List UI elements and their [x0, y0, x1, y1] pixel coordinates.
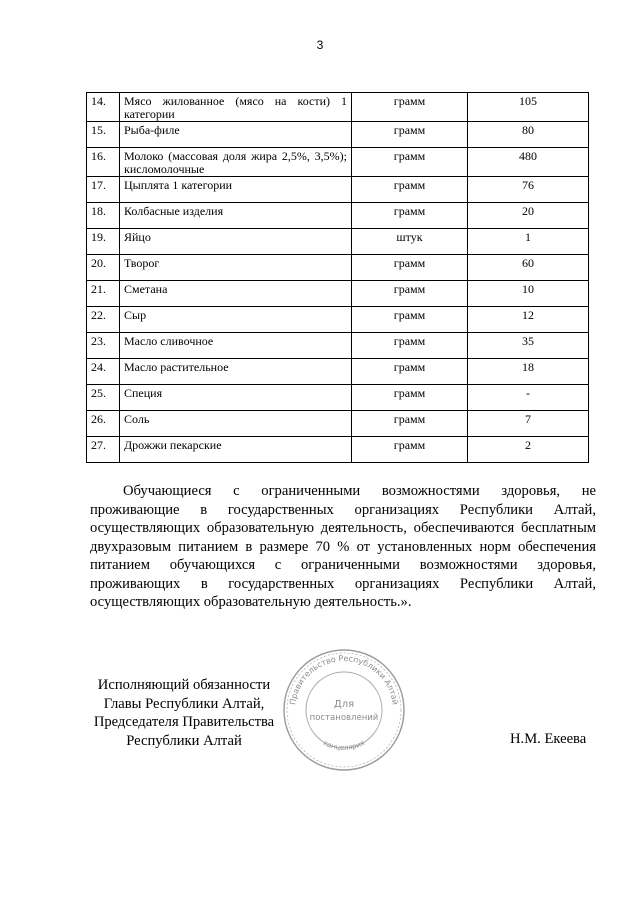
row-number: 27. — [87, 437, 120, 463]
row-quantity: - — [468, 385, 589, 411]
row-product-name: Творог — [120, 255, 352, 281]
row-quantity: 480 — [468, 148, 589, 177]
row-product-name: Сыр — [120, 307, 352, 333]
row-product-name: Цыплята 1 категории — [120, 177, 352, 203]
table-row — [87, 437, 589, 463]
row-product-name: Дрожжи пекарские — [120, 437, 352, 463]
row-unit: грамм — [352, 93, 468, 122]
row-unit: штук — [352, 229, 468, 255]
table-row — [87, 307, 589, 333]
table-row — [87, 122, 589, 148]
row-unit: грамм — [352, 411, 468, 437]
row-number: 25. — [87, 385, 120, 411]
signature-title-line-4: Республики Алтай — [126, 732, 242, 749]
row-product-name: Соль — [120, 411, 352, 437]
row-quantity: 18 — [468, 359, 589, 385]
row-unit: грамм — [352, 281, 468, 307]
table-row — [87, 93, 589, 122]
row-number: 14. — [87, 93, 120, 122]
row-product-name: Мясо жилованное (мясо на кости) 1 категории — [120, 93, 352, 122]
row-quantity: 2 — [468, 437, 589, 463]
table-row — [87, 229, 589, 255]
signature-title-line-1: Исполняющий обязанности — [97, 677, 271, 693]
row-product-name: Колбасные изделия — [120, 203, 352, 229]
row-quantity: 80 — [468, 122, 589, 148]
row-quantity: 35 — [468, 333, 589, 359]
row-number: 26. — [87, 411, 120, 437]
row-unit: грамм — [352, 385, 468, 411]
table-body — [87, 93, 589, 463]
row-product-name: Масло растительное — [120, 359, 352, 385]
table-row — [87, 148, 589, 177]
row-quantity: 7 — [468, 411, 589, 437]
svg-text:постановлений: постановлений — [309, 713, 379, 723]
row-unit: грамм — [352, 307, 468, 333]
row-number: 17. — [87, 177, 120, 203]
row-unit: грамм — [352, 255, 468, 281]
row-product-name: Масло сливочное — [120, 333, 352, 359]
row-number: 19. — [87, 229, 120, 255]
row-product-name: Яйцо — [120, 229, 352, 255]
row-quantity: 60 — [468, 255, 589, 281]
svg-text:канцелярия: канцелярия — [321, 738, 367, 752]
row-quantity: 20 — [468, 203, 589, 229]
row-quantity: 12 — [468, 307, 589, 333]
row-quantity: 76 — [468, 177, 589, 203]
row-unit: грамм — [352, 177, 468, 203]
row-unit: грамм — [352, 148, 468, 177]
row-product-name: Специя — [120, 385, 352, 411]
official-seal — [281, 647, 407, 773]
row-quantity: 1 — [468, 229, 589, 255]
row-product-name: Рыба-филе — [120, 122, 352, 148]
row-unit: грамм — [352, 359, 468, 385]
row-quantity: 105 — [468, 93, 589, 122]
signature-title-line-3: Председателя Правительства — [93, 714, 275, 730]
table-row — [87, 385, 589, 411]
row-number: 20. — [87, 255, 120, 281]
row-product-name: Сметана — [120, 281, 352, 307]
row-number: 21. — [87, 281, 120, 307]
row-unit: грамм — [352, 203, 468, 229]
row-unit: грамм — [352, 437, 468, 463]
page-number: 3 — [316, 38, 324, 52]
row-number: 18. — [87, 203, 120, 229]
table-row — [87, 255, 589, 281]
table-row — [87, 333, 589, 359]
table-row — [87, 177, 589, 203]
row-unit: грамм — [352, 333, 468, 359]
table-row — [87, 359, 589, 385]
row-unit: грамм — [352, 122, 468, 148]
row-number: 22. — [87, 307, 120, 333]
table-row — [87, 281, 589, 307]
row-number: 15. — [87, 122, 120, 148]
signature-title-line-2: Главы Республики Алтай, — [103, 695, 265, 712]
row-quantity: 10 — [468, 281, 589, 307]
food-norms-table — [86, 92, 589, 463]
row-number: 24. — [87, 359, 120, 385]
table-row — [87, 203, 589, 229]
svg-text:Правительство Республики Алтай: Правительство Республики Алтай — [288, 653, 400, 706]
svg-text:Для: Для — [333, 699, 355, 710]
row-number: 23. — [87, 333, 120, 359]
signer-name: Н.М. Екеева — [510, 731, 587, 747]
row-number: 16. — [87, 148, 120, 177]
row-product-name: Молоко (массовая доля жира 2,5%, 3,5%); кисломолочные — [120, 148, 352, 177]
body-paragraph: Обучающиеся с ограниченными возможностями здоровья, не проживающие в государственных организациях Республики Алтай, осуществляющих образовательную деятельность, обеспечиваются бесплатным двухразовым питанием в размере 70 % от установленных норм обеспечения питанием обучающихся с ограниченными возможностями здоровья, проживающих в государственных организациях Республики Алтай, осуществляющих образовательную деятельность.». — [90, 483, 596, 610]
signature-block — [92, 676, 276, 750]
table-row — [87, 411, 589, 437]
